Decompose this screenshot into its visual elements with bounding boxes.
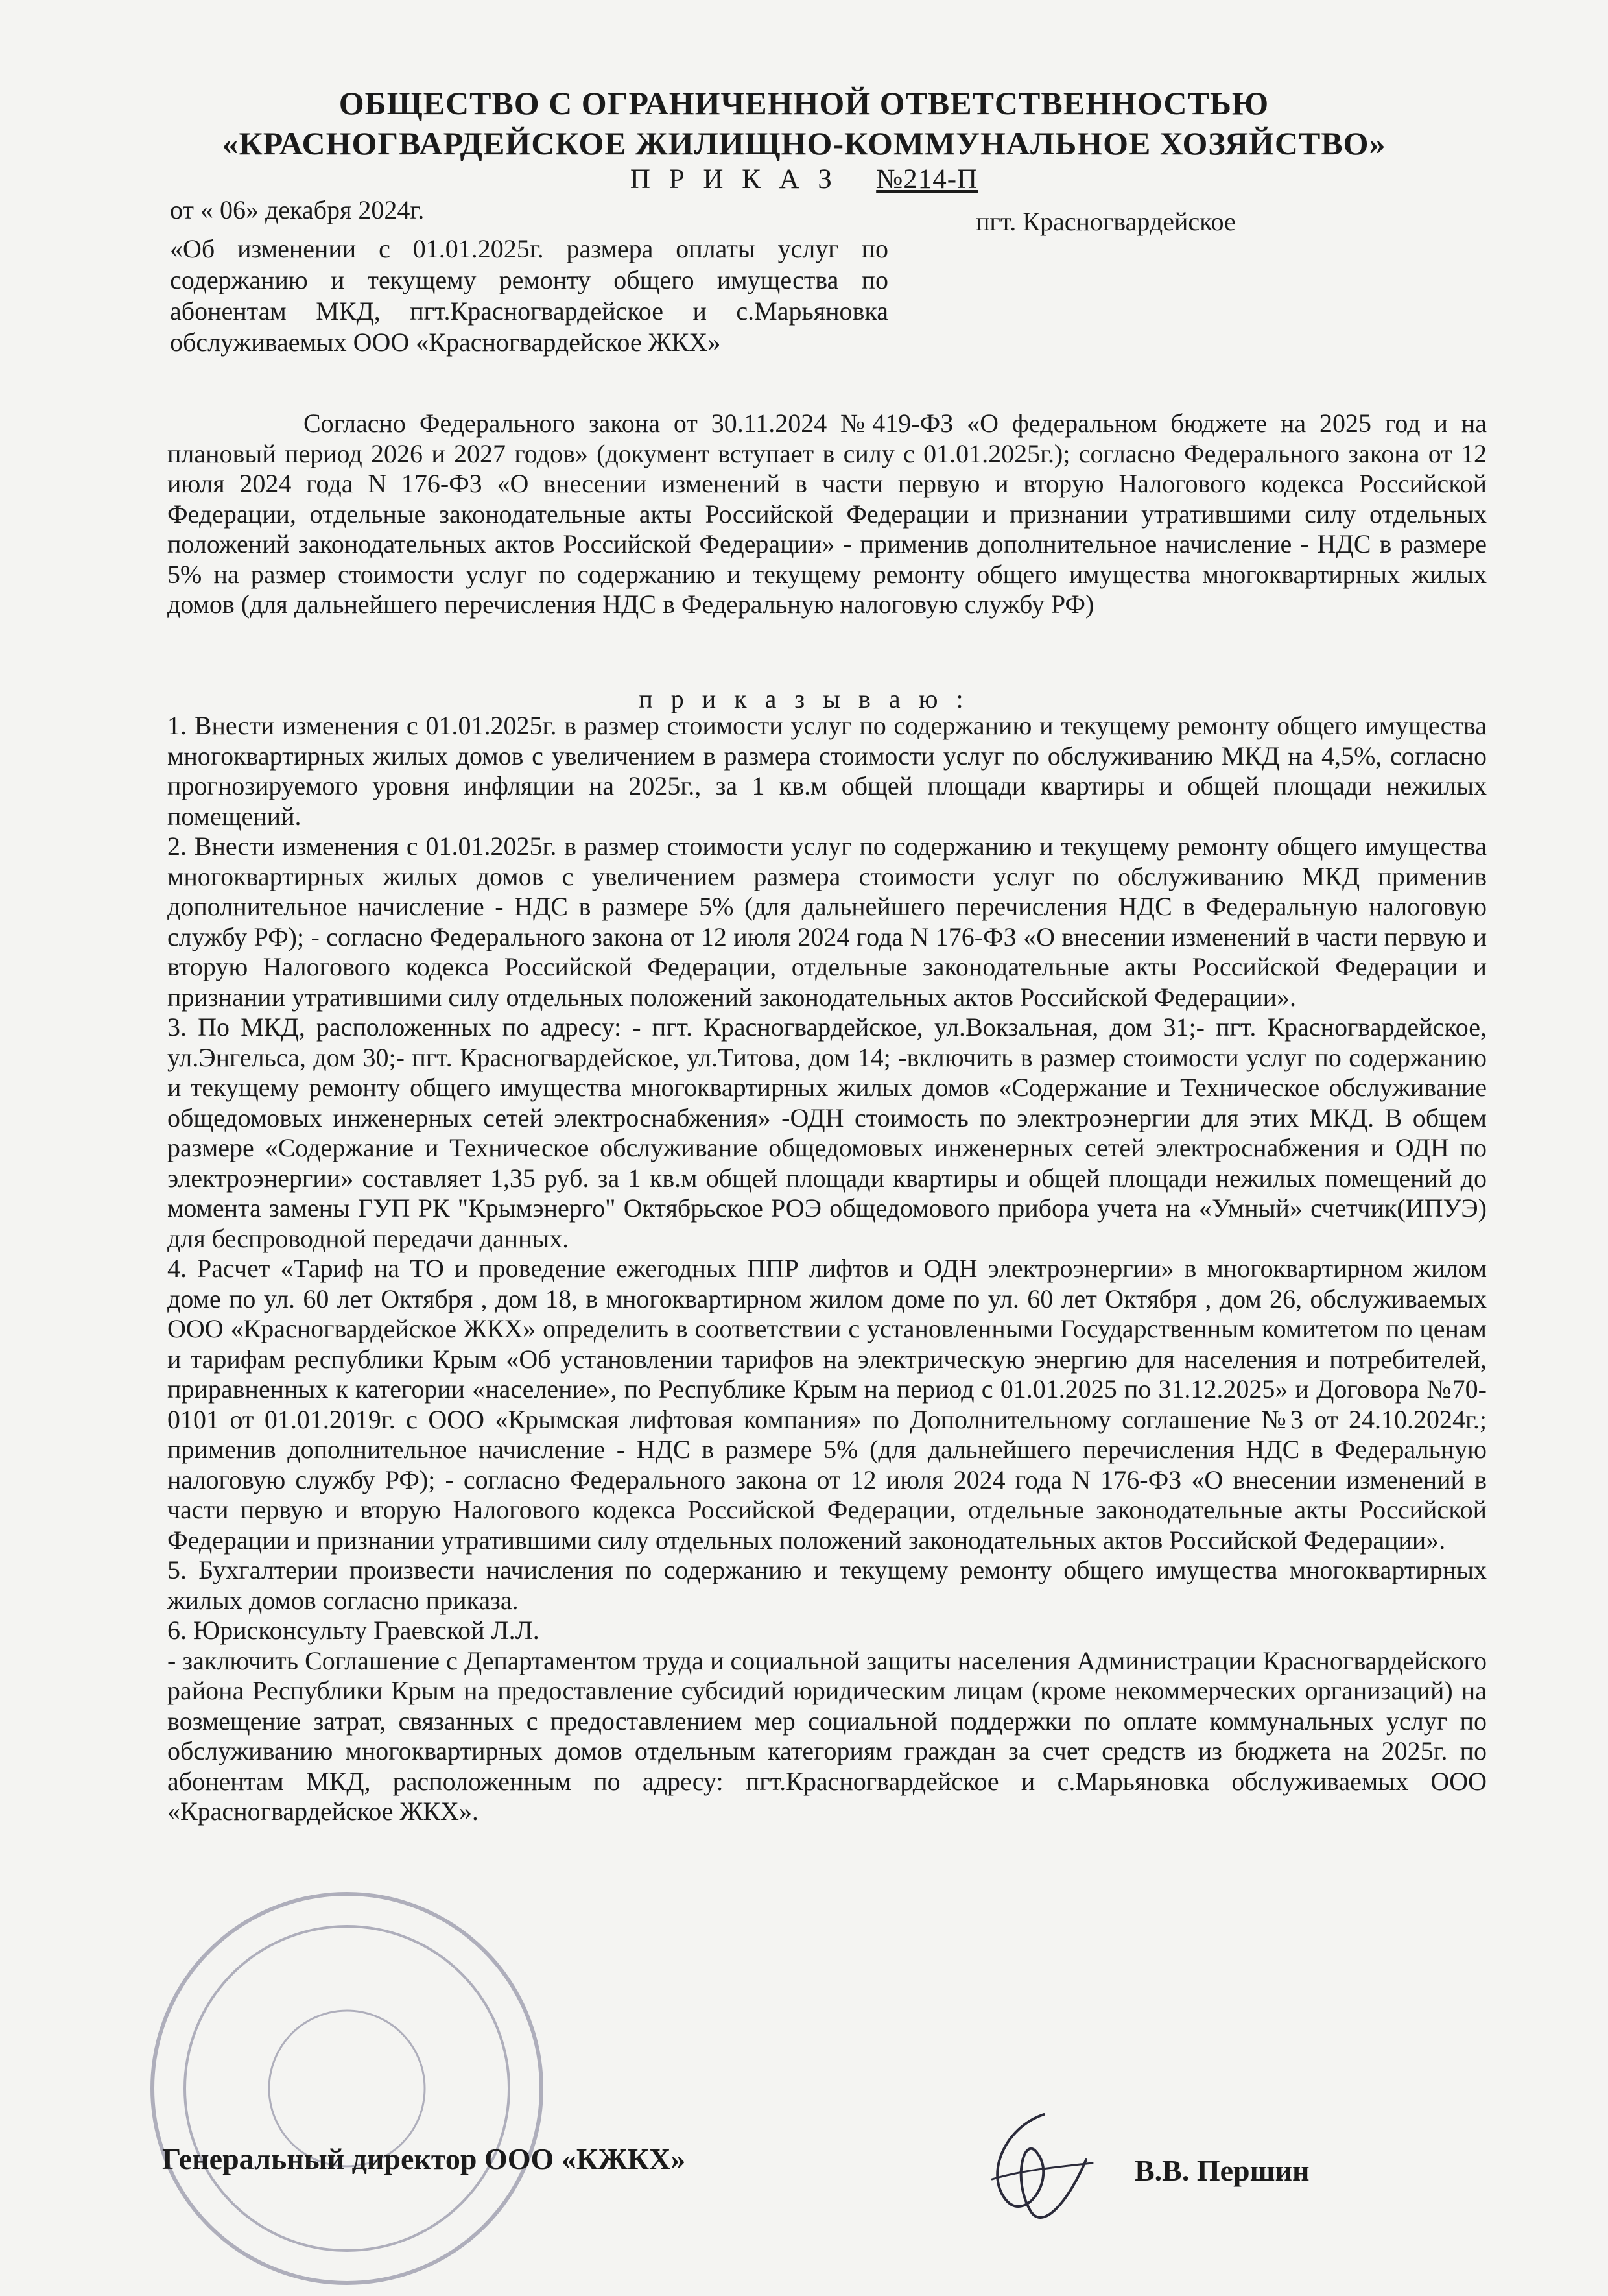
round-stamp-image	[139, 1881, 554, 2296]
organization-name-line1: ОБЩЕСТВО С ОГРАНИЧЕННОЙ ОТВЕТСТВЕННОСТЬЮ	[338, 85, 1270, 121]
order-preamble: Согласно Федерального закона от 30.11.2024 №419-ФЗ «О федеральном бюджете на 2025 год и на плановый период 2026 и 2027 годов» (документ вступает в силу с 01.01.2025г.); согласно Федерального закона от 12 июля 2024 года N 176-ФЗ «О внесении изменений в части первую и вторую Налогового кодекса Российской Федерации, отдельные законодательные акты Российской Федерации и признании утратившими силу отдельных положений законодательных актов Российской Федерации» - применив дополнительное начисление - НДС в размере 5% на размер стоимости услуг по содержанию и текущему ремонту общего имущества многоквартирных жилых домов (для дальнейшего перечисления НДС в Федеральную налоговую службу РФ)	[167, 409, 1487, 619]
order-date: от « 06» декабря 2024г.	[170, 195, 425, 224]
order-item: 1. Внести изменения с 01.01.2025г. в размер стоимости услуг по содержанию и текущему ремонту общего имущества многоквартирных жилых домов с увеличением в размера стоимости услуг по обслуживанию МКД на 4,5%, согласно прогнозируемого уровня инфляции на 2025г., за 1 кв.м общей площади квартиры и общей площади нежилых помещений.	[167, 711, 1487, 831]
order-item: 2. Внести изменения с 01.01.2025г. в размер стоимости услуг по содержанию и текущему ремонту общего имущества многоквартирных жилых домов с увеличением размера стоимости услуг по обслуживанию МКД применив дополнительное начисление - НДС в размере 5% (для дальнейшего перечисления НДС в Федеральную налоговую службу РФ); - согласно Федерального закона от 12 июля 2024 года N 176-ФЗ «О внесении изменений в части первую и вторую Налогового кодекса Российской Федерации, отдельные законодательные акты Российской Федерации и признании утратившими силу отдельных положений законодательных актов Российской Федерации».	[167, 831, 1487, 1012]
order-item: 6. Юрисконсульту Граевской Л.Л.	[167, 1616, 539, 1645]
order-items	[167, 711, 1487, 1827]
signatory-position: Генеральный директор ООО «КЖКХ»	[162, 2142, 686, 2175]
signatory-name: В.В. Першин	[1135, 2154, 1310, 2187]
decree-heading: п р и к а з ы в а ю :	[639, 684, 969, 713]
order-item: 3. По МКД, расположенных по адресу: - пгт. Красногвардейское, ул.Вокзальная, дом 31;- пгт. Красногвардейское, ул.Энгельса, дом 30;- пгт. Красногвардейское, ул.Титова, дом 14; -включить в размер стоимости услуг по содержанию и текущему ремонту общего имущества многоквартирных жилых домов «Содержание и Техническое обслуживание общедомовых инженерных сетей электроснабжения» -ОДН стоимость по электроэнергии для этих МКД. В общем размере «Содержание и Техническое обслуживание общедомовых инженерных сетей электроснабжения и ОДН по электроэнергии» составляет 1,35 руб. за 1 кв.м общей площади квартиры и общей площади нежилых помещений до момента замены ГУП РК "Крымэнерго" Октябрьское РОЭ общедомового прибора учета на «Умный» счетчик(ИПУЭ) для беспроводной передачи данных.	[167, 1012, 1487, 1253]
order-subject: «Об изменении с 01.01.2025г. размера оплаты услуг по содержанию и текущему ремонту общего имущества по абонентам МКД, пгт.Красногвардейское и с.Марьяновка обслуживаемых ООО «Красногвардейское ЖКХ»	[170, 234, 888, 357]
order-word: П Р И К А З	[630, 164, 838, 195]
order-number: №214-П	[876, 164, 978, 195]
organization-name-line2: «КРАСНОГВАРДЕЙСКОЕ ЖИЛИЩНО-КОММУНАЛЬНОЕ ХОЗЯЙСТВО»	[222, 125, 1386, 161]
order-place: пгт. Красногвардейское	[976, 207, 1236, 236]
handwritten-signature-image	[966, 2101, 1096, 2244]
order-item: - заключить Соглашение с Департаментом труда и социальной защиты населения Администрации Красногвардейского района Республики Крым на предоставление субсидий юридическим лицам (кроме некоммерческих организаций) на возмещение затрат, связанных с предоставлением мер социальной поддержки по оплате коммунальных услуг по обслуживанию многоквартирных домов отдельным категориям граждан за счет средств из бюджета на 2025г. по абонентам МКД, расположенным по адресу: пгт.Красногвардейское и с.Марьяновка обслуживаемых ООО «Красногвардейское ЖКХ».	[167, 1645, 1487, 1826]
order-item: 5. Бухгалтерии произвести начисления по содержанию и текущему ремонту общего имущества многоквартирных жилых домов согласно приказа.	[167, 1555, 1487, 1615]
order-item: 4. Расчет «Тариф на ТО и проведение ежегодных ППР лифтов и ОДН электроэнергии» в многоквартирном жилом доме по ул. 60 лет Октября , дом 18, в многоквартирном жилом доме по ул. 60 лет Октября , дом 26, обслуживаемых ООО «Красногвардейское ЖКХ» определить в соответствии с установленными Государственным комитетом по ценам и тарифам республики Крым «Об установлении тарифов на электрическую энергию для населения и потребителей, приравненных к категории «население», по Республике Крым на период с 01.01.2025 по 31.12.2025» и Договора №70-0101 от 01.01.2019г. с ООО «Крымская лифтовая компания» по Дополнительному соглашение №3 от 24.10.2024г.; применив дополнительное начисление - НДС в размере 5% (для дальнейшего перечисления НДС в Федеральную налоговую службу РФ); - согласно Федерального закона от 12 июля 2024 года N 176-ФЗ «О внесении изменений в части первую и вторую Налогового кодекса Российской Федерации, отдельные законодательные акты Российской Федерации и признании утратившими силу отдельных положений законодательных актов Российской Федерации».	[167, 1254, 1487, 1555]
order-heading	[0, 163, 1608, 195]
